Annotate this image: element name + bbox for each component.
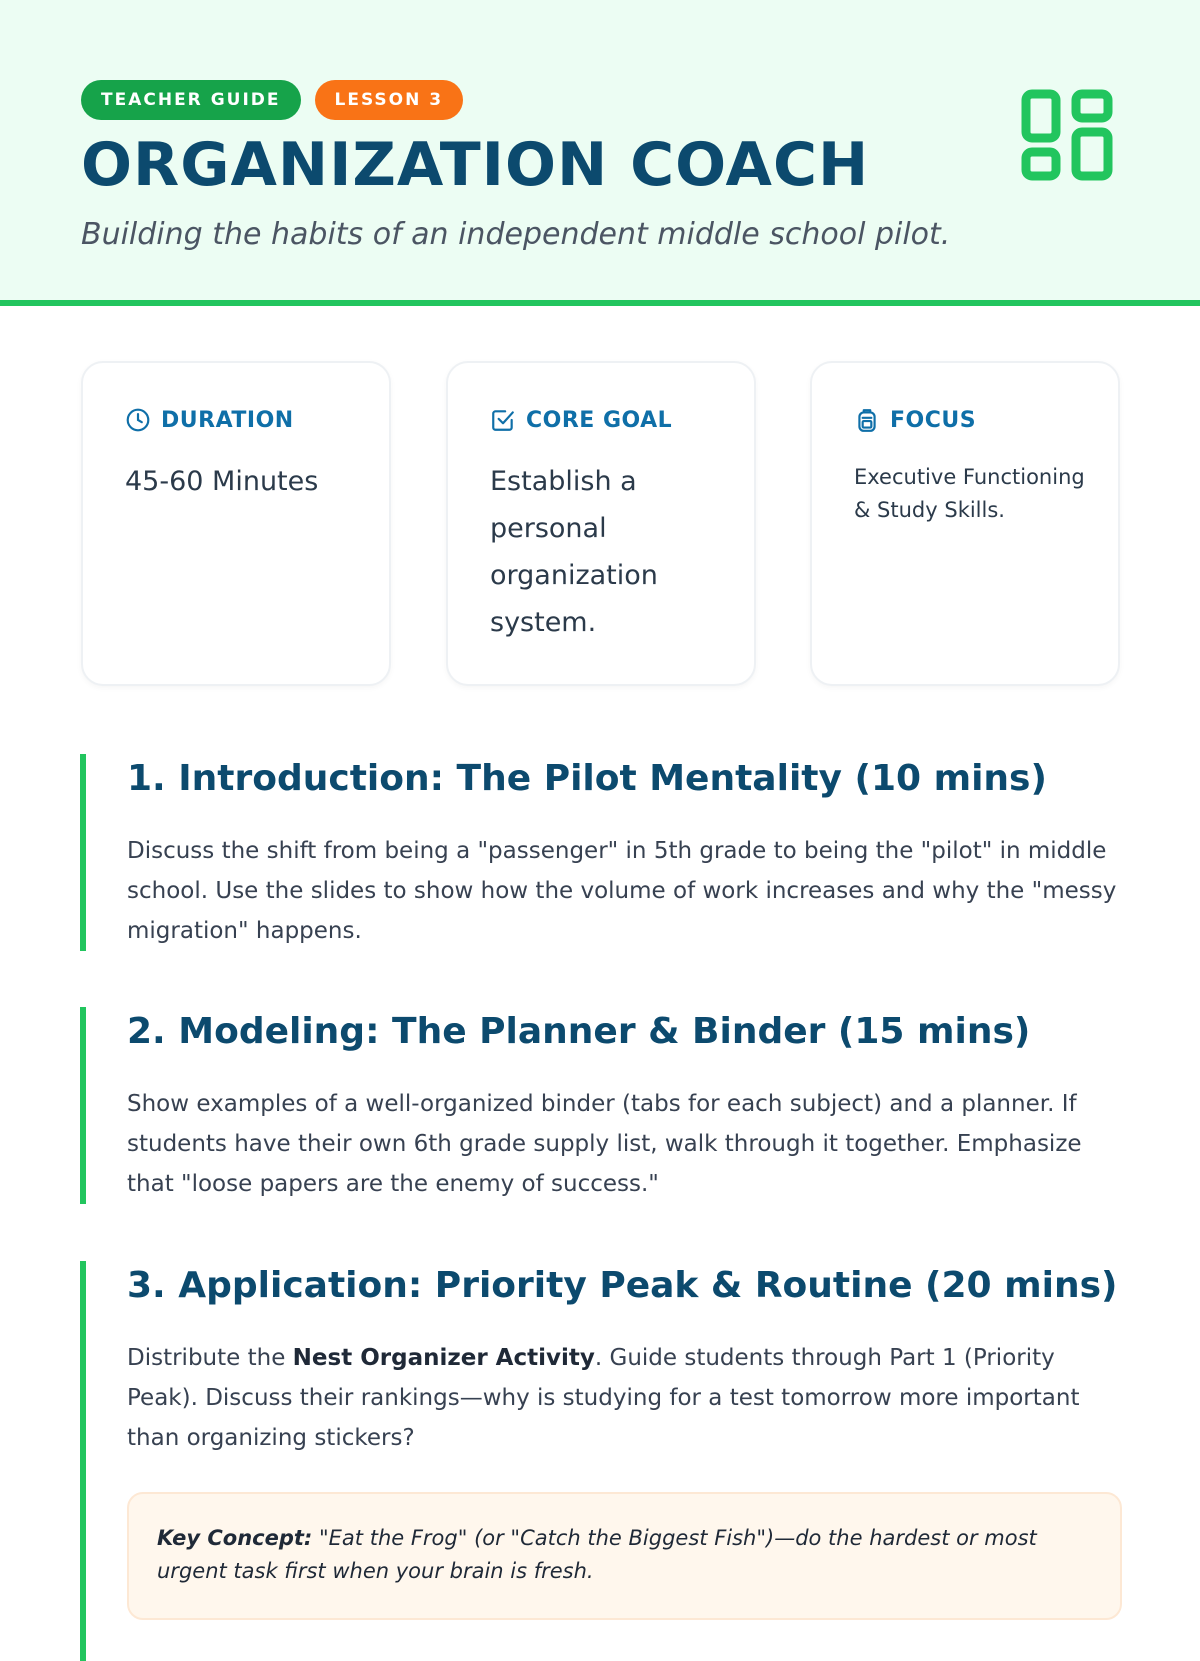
focus-card-header <box>854 407 976 433</box>
core-goal-value: Establish a personal organization system. <box>490 466 658 638</box>
page-subtitle: Building the habits of an independent middle school pilot. <box>81 217 951 252</box>
page-header <box>0 0 1200 306</box>
lesson-badge: LESSON 3 <box>315 80 464 120</box>
focus-label: FOCUS <box>890 407 977 433</box>
section-body: Discuss the shift from being a "passenger" in 5th grade to being the "pilot" in middle school. Use the slides to show how the volume of work increases and why the "messy migration" happens. <box>127 838 1117 944</box>
duration-card <box>81 361 391 686</box>
section-application <box>80 1261 1120 1661</box>
section-heading: 3. Application: Priority Peak & Routine (20 mins) <box>127 1265 1118 1306</box>
section-body <box>127 1338 1120 1458</box>
focus-value: Executive Functioning & Study Skills. <box>854 465 1085 522</box>
page-title: ORGANIZATION COACH <box>81 130 870 200</box>
body-text-pre: Distribute the <box>127 1345 293 1371</box>
core-goal-card-header <box>490 407 672 433</box>
duration-value: 45-60 Minutes <box>125 466 319 497</box>
core-goal-label: CORE GOAL <box>526 407 673 433</box>
backpack-icon <box>854 407 880 433</box>
section-body: Show examples of a well-organized binder (tabs for each subject) and a planner. If students have their own 6th grade supply list, walk through it together. Emphasize that "loose papers are the enemy of success." <box>127 1091 1082 1197</box>
duration-label: DURATION <box>161 407 294 433</box>
callout-text: "Eat the Frog" (or "Catch the Biggest Fish")—do the hardest or most urgent task first when your brain is fresh. <box>157 1526 1037 1583</box>
section-heading: 1. Introduction: The Pilot Mentality (10 mins) <box>127 758 1047 799</box>
callout-label: Key Concept: <box>157 1526 313 1550</box>
focus-card <box>810 361 1120 686</box>
duration-card-header <box>125 407 294 433</box>
section-introduction <box>80 754 1120 951</box>
teacher-guide-badge: TEACHER GUIDE <box>81 80 301 120</box>
dashboard-layout-icon <box>1020 88 1114 182</box>
section-heading: 2. Modeling: The Planner & Binder (15 mins) <box>127 1011 1031 1052</box>
key-concept-callout <box>127 1492 1122 1620</box>
checkbox-icon <box>490 407 516 433</box>
clock-icon <box>125 407 151 433</box>
activity-name: Nest Organizer Activity <box>292 1345 595 1371</box>
body-text-post: . Guide students through Part 1 (Priority Peak). Discuss their rankings—why is studying for a test tomorrow more important than organizing stickers? <box>127 1345 1080 1451</box>
badge-row <box>81 80 463 120</box>
section-modeling <box>80 1007 1120 1204</box>
core-goal-card <box>446 361 756 686</box>
